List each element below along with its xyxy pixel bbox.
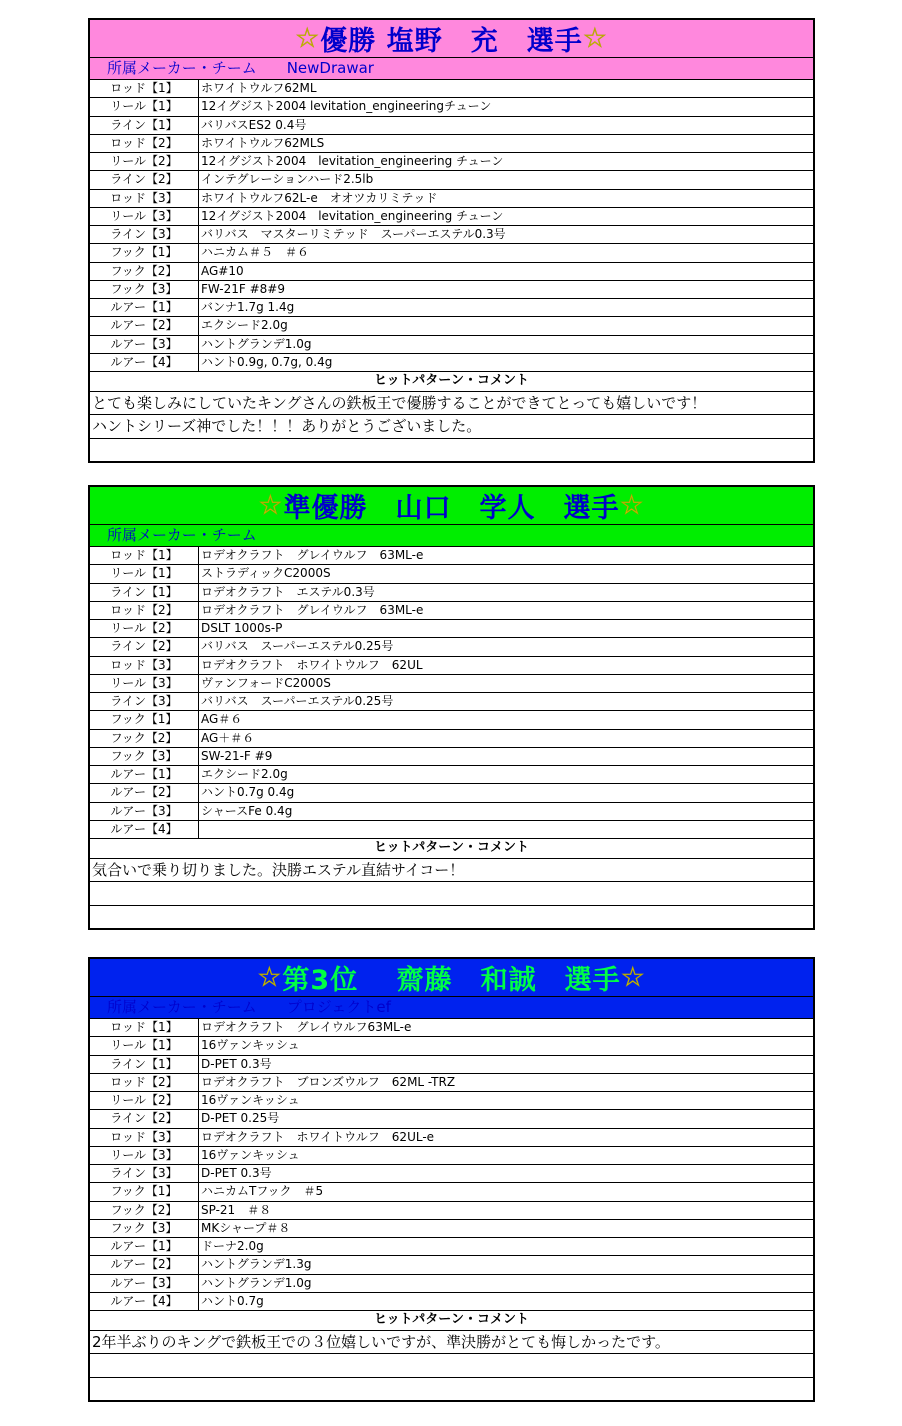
tackle-value: ロデオクラフト グレイウルフ 63ML-e [201, 548, 424, 562]
tackle-row [90, 80, 813, 98]
tackle-label: ルアー【2】 [90, 1256, 199, 1273]
tackle-row [90, 1074, 813, 1092]
tackle-label: ライン【1】 [90, 584, 199, 601]
card-title [90, 487, 813, 525]
tackle-value: バリバス スーパーエステル0.25号 [201, 639, 394, 654]
tackle-row [90, 1256, 813, 1274]
hit-pattern-heading: ヒットパターン・コメント [90, 1311, 813, 1331]
comment-line: 2年半ぶりのキングで鉄板王での３位嬉しいですが、準決勝がとても悔しかったです。 [90, 1331, 813, 1355]
tackle-label: ライン【2】 [90, 638, 199, 655]
tackle-value: AG＃６ [201, 712, 243, 727]
tackle-row [90, 1147, 813, 1165]
tackle-label: リール【1】 [90, 565, 199, 582]
comment-line [90, 906, 813, 929]
tackle-row [90, 1183, 813, 1201]
tackle-row [90, 657, 813, 675]
title-text: 優勝 塩野 充 選手 [320, 26, 583, 57]
comment-line [90, 1354, 813, 1378]
tackle-row [90, 317, 813, 335]
tackle-value: ロデオクラフト グレイウルフ 63ML-e [201, 602, 424, 617]
affiliation-label: 所属メーカー・チーム [107, 998, 257, 1016]
tackle-row [90, 1165, 813, 1183]
star-icon: ☆ [257, 962, 283, 993]
tackle-value: ハントグランデ1.0g [201, 1275, 312, 1290]
tackle-value: D-PET 0.25号 [201, 1111, 280, 1126]
tackle-label: ライン【3】 [90, 1165, 199, 1182]
tackle-row [90, 208, 813, 226]
tackle-label: フック【2】 [90, 730, 199, 747]
tackle-row [90, 1238, 813, 1256]
tackle-value: DSLT 1000s-P [201, 621, 283, 635]
tackle-row [90, 638, 813, 656]
team-name: NewDrawar [286, 59, 374, 77]
tackle-label: ルアー【2】 [90, 784, 199, 801]
tackle-row [90, 263, 813, 281]
tackle-label: ロッド【2】 [90, 1074, 199, 1091]
tackle-value: D-PET 0.3号 [201, 1056, 272, 1071]
tackle-label: ルアー【3】 [90, 336, 199, 353]
tackle-label: リール【3】 [90, 675, 199, 692]
tackle-value: SW-21-F #9 [201, 748, 273, 763]
tackle-row [90, 190, 813, 208]
tackle-row [90, 1202, 813, 1220]
tackle-value: バリバスES2 0.4号 [201, 117, 307, 132]
tackle-label: ルアー【1】 [90, 1238, 199, 1255]
tackle-value: 12イグジスト2004 levitation_engineeringチューン [201, 99, 492, 114]
tackle-label: ライン【3】 [90, 693, 199, 710]
tackle-row [90, 565, 813, 583]
team-name: プロジェクトef [286, 998, 391, 1016]
tackle-row [90, 98, 813, 116]
tackle-value: AG#10 [201, 263, 244, 278]
tackle-row [90, 1056, 813, 1074]
star-icon: ☆ [582, 23, 608, 54]
hit-pattern-heading: ヒットパターン・コメント [90, 839, 813, 859]
tackle-row [90, 675, 813, 693]
tackle-label: ルアー【1】 [90, 766, 199, 783]
tackle-label: ロッド【1】 [90, 1019, 199, 1036]
tackle-row [90, 226, 813, 244]
tackle-row [90, 1019, 813, 1037]
tackle-value: ホワイトウルフ62MLS [201, 135, 325, 150]
tackle-value: ヴァンフォードC2000S [201, 675, 331, 690]
tackle-value: バリバス スーパーエステル0.25号 [201, 694, 394, 708]
tackle-row [90, 693, 813, 711]
tackle-value: ハント0.9g, 0.7g, 0.4g [201, 354, 333, 369]
tackle-row [90, 620, 813, 638]
star-icon: ☆ [620, 962, 646, 993]
tackle-label: フック【1】 [90, 1183, 199, 1200]
tackle-value: ハニカム＃５ ＃６ [201, 245, 310, 260]
tackle-label: ライン【2】 [90, 171, 199, 188]
tackle-value: MKシャープ＃８ [201, 1220, 291, 1235]
tackle-label: ルアー【4】 [90, 354, 199, 371]
tackle-row [90, 547, 813, 565]
tackle-row [90, 117, 813, 135]
tackle-row [90, 1037, 813, 1055]
third-place-card [88, 957, 815, 1402]
tackle-row [90, 1110, 813, 1128]
tackle-value: ホワイトウルフ62L-e オオツカリミテッド [201, 190, 438, 205]
tackle-label: ルアー【1】 [90, 299, 199, 316]
tackle-value: シャースFe 0.4g [201, 803, 293, 818]
tackle-value: 16ヴァンキッシュ [201, 1093, 300, 1107]
tackle-label: ライン【1】 [90, 1056, 199, 1073]
tackle-value: 16ヴァンキッシュ [201, 1147, 300, 1162]
tackle-label: リール【1】 [90, 98, 199, 115]
comment-line [90, 1378, 813, 1401]
tackle-value: ロデオクラフト グレイウルフ63ML-e [201, 1020, 412, 1034]
tackle-value: D-PET 0.3号 [201, 1166, 272, 1180]
title-text: 第3位 齋藤 和誠 選手 [282, 965, 621, 996]
tackle-label: ルアー【3】 [90, 803, 199, 820]
tackle-value: SP-21 ＃８ [201, 1202, 272, 1217]
title-text: 準優勝 山口 学人 選手 [283, 493, 620, 524]
tackle-label: ロッド【2】 [90, 602, 199, 619]
tackle-label: ルアー【3】 [90, 1275, 199, 1292]
tackle-label: リール【2】 [90, 153, 199, 170]
tackle-label: ライン【3】 [90, 226, 199, 243]
tackle-value: ロデオクラフト エステル0.3号 [201, 584, 375, 599]
tackle-row [90, 1220, 813, 1238]
tackle-row [90, 1129, 813, 1147]
tackle-label: ロッド【1】 [90, 547, 199, 564]
tackle-value: ハント0.7g [201, 1293, 264, 1308]
star-icon: ☆ [295, 23, 321, 54]
tackle-label: ロッド【3】 [90, 190, 199, 207]
tackle-row [90, 299, 813, 317]
tackle-row [90, 584, 813, 602]
tackle-row [90, 730, 813, 748]
comment-line [90, 439, 813, 462]
tackle-label: リール【3】 [90, 1147, 199, 1164]
tackle-value: バリバス マスターリミテッド スーパーエステル0.3号 [201, 227, 506, 241]
tackle-row [90, 602, 813, 620]
tackle-value: バンナ1.7g 1.4g [201, 300, 295, 314]
tackle-label: フック【3】 [90, 1220, 199, 1237]
comment-line: 気合いで乗り切りました。決勝エステル直結サイコー！ [90, 859, 813, 883]
tackle-value: ハントグランデ1.3g [201, 1257, 312, 1272]
tackle-value: エクシード2.0g [201, 318, 288, 333]
tackle-row [90, 244, 813, 262]
tackle-value: ドーナ2.0g [201, 1239, 264, 1253]
tackle-row [90, 171, 813, 189]
affiliation-row [90, 997, 813, 1019]
affiliation-label: 所属メーカー・チーム [107, 526, 257, 544]
tackle-value: ロデオクラフト ホワイトウルフ 62UL-e [201, 1129, 435, 1144]
tackle-row [90, 354, 813, 372]
affiliation-row [90, 58, 813, 80]
tackle-row [90, 1293, 813, 1311]
card-title [90, 959, 813, 997]
tackle-value: AG＋＃６ [201, 730, 255, 745]
tackle-label: リール【2】 [90, 620, 199, 637]
tackle-label: ルアー【4】 [90, 821, 199, 838]
tackle-value: ストラディックC2000S [201, 566, 331, 581]
tackle-label: ロッド【3】 [90, 657, 199, 674]
tackle-label: フック【1】 [90, 244, 199, 261]
tackle-value: インテグレーションハード2.5lb [201, 172, 374, 187]
hit-pattern-heading: ヒットパターン・コメント [90, 372, 813, 392]
tackle-row [90, 153, 813, 171]
tackle-row [90, 281, 813, 299]
tackle-row [90, 766, 813, 784]
comment-line: ハントシリーズ神でした！！！ありがとうございました。 [90, 415, 813, 439]
tackle-label: フック【3】 [90, 281, 199, 298]
tackle-value [199, 821, 201, 838]
tackle-label: リール【2】 [90, 1092, 199, 1109]
tackle-row [90, 784, 813, 802]
tackle-row [90, 336, 813, 354]
affiliation-row [90, 525, 813, 547]
tackle-value: ハントグランデ1.0g [201, 336, 312, 351]
tackle-value: 16ヴァンキッシュ [201, 1038, 300, 1053]
tackle-label: リール【1】 [90, 1037, 199, 1054]
tackle-label: ルアー【4】 [90, 1293, 199, 1310]
comment-line: とても楽しみにしていたキングさんの鉄板王で優勝することができてとっても嬉しいです！ [90, 392, 813, 416]
tackle-value: ロデオクラフト ブロンズウルフ 62ML -TRZ [201, 1074, 456, 1089]
tackle-value: ハント0.7g 0.4g [201, 785, 295, 800]
tackle-value: エクシード2.0g [201, 767, 288, 781]
star-icon: ☆ [619, 490, 645, 521]
tackle-label: ロッド【3】 [90, 1129, 199, 1146]
tackle-label: ロッド【1】 [90, 80, 199, 97]
tackle-value: ホワイトウルフ62ML [201, 81, 317, 95]
star-icon: ☆ [258, 490, 284, 521]
tackle-row [90, 135, 813, 153]
card-title [90, 20, 813, 58]
tackle-row [90, 748, 813, 766]
tackle-label: フック【1】 [90, 711, 199, 728]
comment-line [90, 882, 813, 906]
tackle-value: 12イグジスト2004 levitation_engineering チューン [201, 208, 504, 223]
tackle-row [90, 821, 813, 839]
tackle-label: フック【2】 [90, 1202, 199, 1219]
runner-up-card [88, 485, 815, 930]
tackle-value: ハニカムTフック ＃5 [201, 1184, 324, 1199]
tackle-row [90, 803, 813, 821]
winner-card [88, 18, 815, 463]
tackle-label: フック【3】 [90, 748, 199, 765]
tackle-label: ライン【2】 [90, 1110, 199, 1127]
tackle-label: リール【3】 [90, 208, 199, 225]
tackle-label: ロッド【2】 [90, 135, 199, 152]
tackle-label: ライン【1】 [90, 117, 199, 134]
tackle-value: FW-21F #8#9 [201, 281, 285, 296]
tackle-label: フック【2】 [90, 263, 199, 280]
tackle-row [90, 1092, 813, 1110]
tackle-value: 12イグジスト2004 levitation_engineering チューン [201, 154, 504, 168]
tackle-row [90, 1275, 813, 1293]
tackle-row [90, 711, 813, 729]
affiliation-label: 所属メーカー・チーム [107, 59, 257, 77]
tackle-label: ルアー【2】 [90, 317, 199, 334]
tackle-value: ロデオクラフト ホワイトウルフ 62UL [201, 657, 423, 672]
